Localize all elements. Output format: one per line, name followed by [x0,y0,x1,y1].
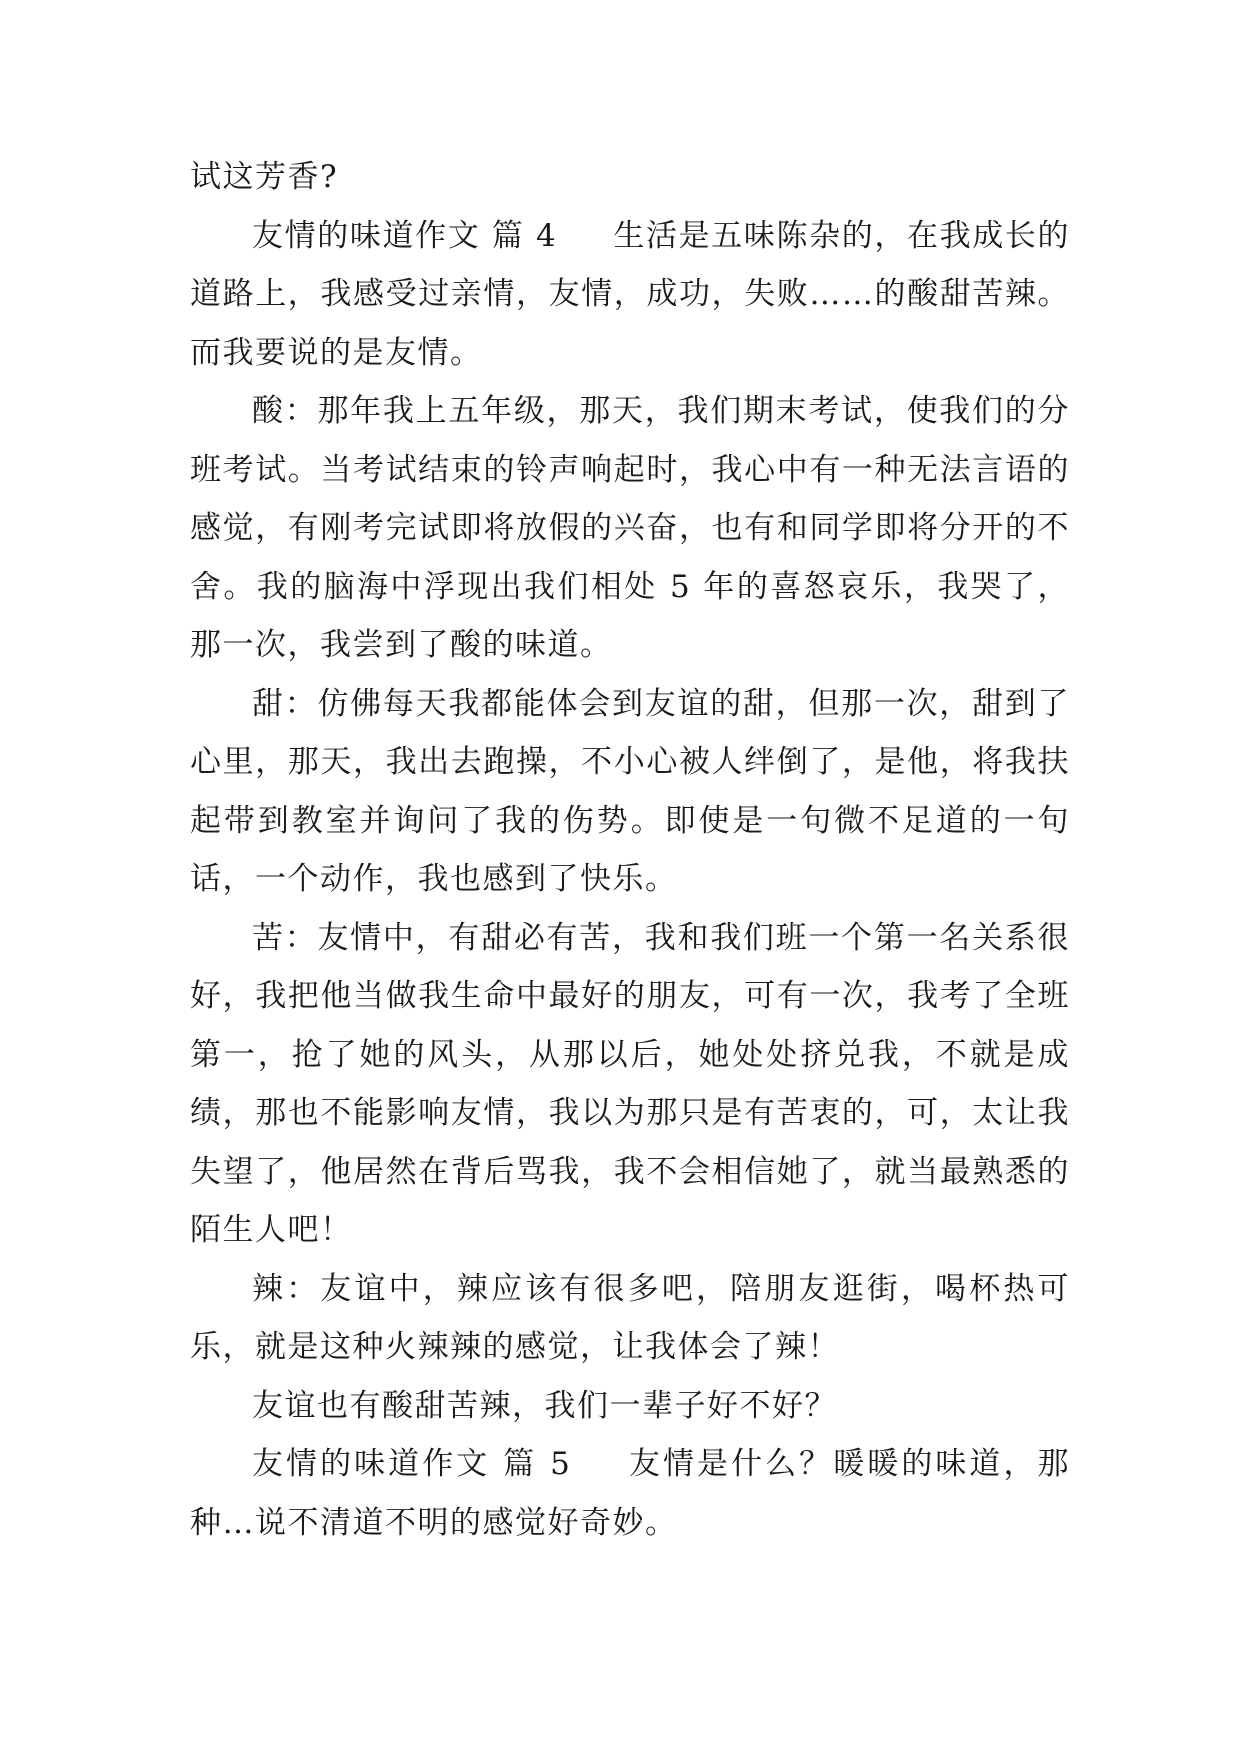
paragraph-1 [190,148,1070,207]
paragraph-6 [190,1260,1070,1377]
paragraph-text: 友谊也有酸甜苦辣，我们一辈子好不好？ [252,1387,837,1424]
paragraph-5 [190,909,1070,1260]
paragraph-2 [190,207,1070,383]
paragraph-text: 辣：友谊中，辣应该有很多吧，陪朋友逛街，喝杯热可乐，就是这种火辣辣的感觉，让我体会了辣！ [190,1270,1070,1365]
paragraph-text: 友情是什么？暖暖的味道，那种…说不清道不明的感觉好奇妙。 [190,1446,1071,1541]
paragraph-text: 酸：那年我上五年级，那天，我们期末考试，使我们的分班考试。当考试结束的铃声响起时，我心中有一种无法言语的感觉，有刚考完试即将放假的兴奋，也有和同学即将分开的不舍。我的脑海中浮现出我们相处 5 年的喜怒哀乐，我哭了，那一次，我尝到了酸的味道。 [190,393,1070,663]
paragraph-8 [190,1435,1070,1552]
paragraph-text: 生活是五味陈杂的，在我成长的道路上，我感受过亲情，友情，成功，失败……的酸甜苦辣。而我要说的是友情。 [190,217,1071,371]
article-body [190,148,1070,1552]
paragraph-text: 苦：友情中，有甜必有苦，我和我们班一个第一名关系很好，我把他当做我生命中最好的朋友，可有一次，我考了全班第一，抢了她的风头，从那以后，她处处挤兑我，不就是成绩，那也不能影响友情，我以为那只是有苦衷的，可，太让我失望了，他居然在背后骂我，我不会相信她了，就当最熟悉的陌生人吧！ [190,919,1070,1248]
section-heading: 友情的味道作文 篇 4 [252,217,558,254]
paragraph-text: 甜：仿佛每天我都能体会到友谊的甜，但那一次，甜到了心里，那天，我出去跑操，不小心被人绊倒了，是他，将我扶起带到教室并询问了我的伤势。即使是一句微不足道的一句话，一个动作，我也感到了快乐。 [190,685,1070,897]
paragraph-4 [190,675,1070,909]
paragraph-7 [190,1377,1070,1436]
paragraph-text: 试这芳香? [190,159,339,195]
paragraph-3 [190,382,1070,675]
section-heading: 友情的味道作文 篇 5 [252,1446,572,1482]
